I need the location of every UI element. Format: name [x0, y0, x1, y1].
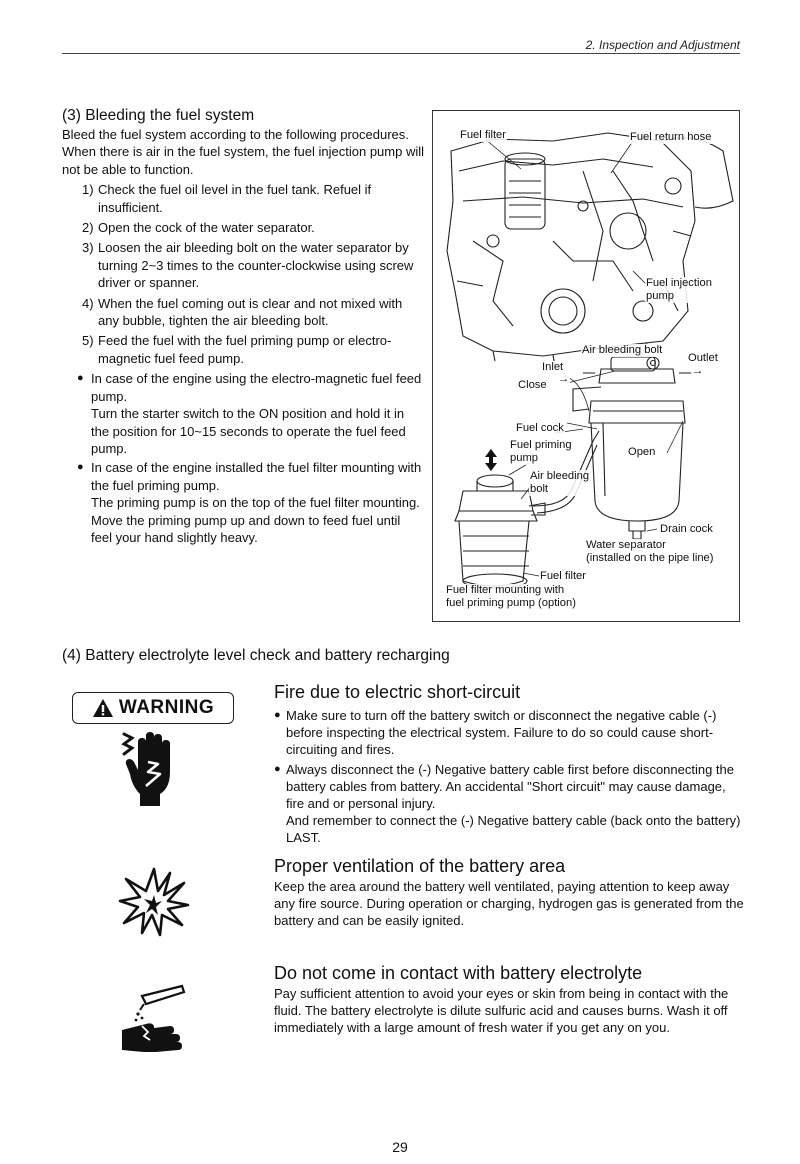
fuel-system-figure: [432, 110, 740, 622]
hazard-body-short-circuit: [274, 707, 744, 849]
warning-triangle-icon: [92, 698, 114, 718]
section-4-title: (4) Battery electrolyte level check and battery recharging: [62, 647, 450, 664]
section-3-body: [62, 126, 424, 546]
hazard-title-short-circuit: Fire due to electric short-circuit: [274, 682, 521, 702]
bullet-item: [62, 370, 424, 457]
hazard-title-electrolyte: Do not come in contact with battery electrolyte: [274, 963, 643, 983]
bullet-text: Make sure to turn off the battery switch or disconnect the negative cable (-) before inspecting the electrical system. Failure to do so could cause short-circuiting and fires.: [286, 708, 717, 758]
step-text: Check the fuel oil level in the fuel tank. Refuel if insufficient.: [98, 182, 372, 215]
section-3-title: (3) Bleeding the fuel system: [62, 107, 255, 124]
step-number: 4): [82, 295, 94, 311]
step-text: Feed the fuel with the fuel priming pump or electro-magnetic fuel feed pump.: [98, 333, 392, 366]
arrow-inlet-icon: →: [558, 373, 570, 385]
step-item: [82, 295, 424, 330]
label-air-bleeding-bolt-top: Air bleeding bolt: [582, 344, 663, 356]
header-divider: [62, 53, 740, 54]
label-fuel-return-hose: Fuel return hose: [630, 131, 712, 143]
bullet-lead: In case of the engine using the electro-magnetic fuel feed pump.: [91, 371, 422, 404]
label-fuel-filter: Fuel filter: [460, 129, 507, 141]
bullet-dot-icon: ●: [274, 709, 281, 721]
step-number: 3): [82, 240, 94, 256]
step-text: When the fuel coming out is clear and not mixed with any bubble, tighten the air bleeding bolt.: [98, 295, 403, 329]
arrow-outlet-icon: →: [692, 365, 704, 377]
step-item: [82, 181, 424, 216]
warning-label: WARNING: [118, 697, 215, 718]
label-open: Open: [628, 446, 656, 458]
bullet-item: [274, 707, 744, 759]
bullet-item: [274, 761, 744, 847]
label-close: Close: [518, 379, 547, 391]
bullet-dot-icon: ●: [274, 762, 281, 775]
section-3-intro: Bleed the fuel system according to the following procedures. When there is air in the fuel system, the fuel injection pump will not be able to function.: [62, 127, 425, 177]
electric-shock-hand-icon: [118, 728, 182, 808]
label-outlet: Outlet: [688, 352, 718, 364]
page-number: 29: [392, 1139, 408, 1155]
bullet-detail: The priming pump is on the top of the fuel filter mounting. Move the priming pump up and down to feed fuel until feel your hand slightly heavy.: [91, 495, 420, 545]
bullet-dot-icon: ●: [77, 372, 84, 385]
warning-badge: [72, 692, 234, 724]
bullet-lead: In case of the engine installed the fuel filter mounting with the fuel priming pump.: [91, 460, 422, 493]
bullet-text: Always disconnect the (-) Negative battery cable first before disconnecting the battery cables from battery. An accidental "Short circuit" may cause damage, fire and or personal injury. And remember to connect the (-) Negative battery cable (back onto the battery) LAST.: [286, 761, 741, 846]
label-fuel-injection-pump: Fuel injection pump: [646, 277, 712, 302]
step-item: [82, 239, 424, 291]
step-list: [62, 181, 424, 367]
label-water-separator: Water separator (installed on the pipe line): [586, 539, 714, 564]
label-fuel-cock: Fuel cock: [516, 422, 564, 434]
label-fuel-filter-bottom: Fuel filter: [540, 570, 587, 582]
label-fuel-priming-pump: Fuel priming pump: [510, 439, 572, 464]
bullet-detail: Turn the starter switch to the ON position and hold it in the position for 10~15 seconds to operate the fuel feed pump.: [91, 406, 406, 456]
step-number: 5): [82, 333, 94, 349]
step-item: [82, 219, 424, 236]
label-air-bleeding-bolt: Air bleeding bolt: [530, 470, 590, 495]
bullet-item: [62, 459, 424, 546]
corrosive-liquid-icon: [118, 980, 190, 1060]
step-number: 1): [82, 182, 94, 198]
step-item: [82, 332, 424, 367]
explosion-icon: [118, 865, 190, 937]
label-drain-cock: Drain cock: [660, 523, 713, 535]
bullet-dot-icon: ●: [77, 461, 84, 474]
step-text: Open the cock of the water separator.: [98, 220, 315, 236]
hazard-body-electrolyte: Pay sufficient attention to avoid your eyes or skin from being in contact with the fluid. The battery electrolyte is dilute sulfuric acid and causes burns. Wash it off immediately with a large amount of fresh water if you get any on you.: [274, 986, 729, 1036]
hazard-body-ventilation: Keep the area around the battery well ventilated, paying attention to keep away any fire source. During operation or charging, hydrogen gas is generated from the battery and can be easily ignited.: [274, 879, 744, 929]
step-number: 2): [82, 220, 94, 236]
step-text: Loosen the air bleeding bolt on the water separator by turning 2~3 times to the counter-clockwise using screw driver or spanner.: [98, 240, 414, 291]
figure-caption: Fuel filter mounting with fuel priming pump (option): [446, 584, 576, 609]
section-header: 2. Inspection and Adjustment: [585, 38, 740, 52]
hazard-title-ventilation: Proper ventilation of the battery area: [274, 856, 566, 876]
label-inlet: Inlet: [542, 361, 564, 373]
